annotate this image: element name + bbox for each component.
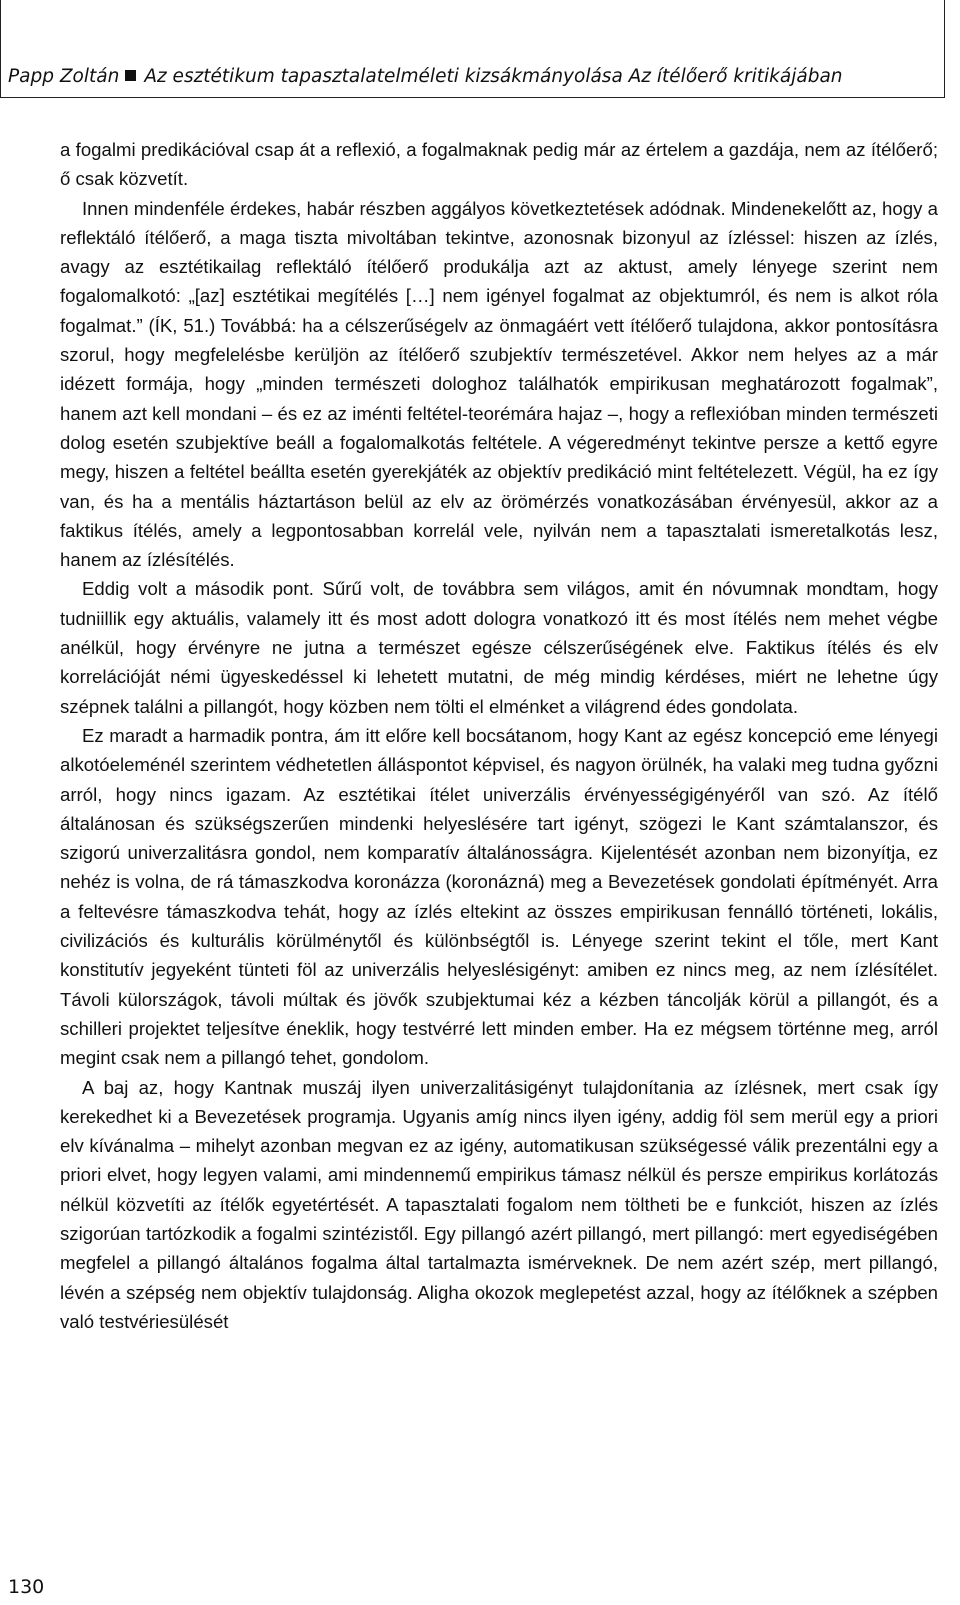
paragraph-3: Eddig volt a második pont. Sűrű volt, de továbbra sem világos, amit én nóvumnak mondtam, hogy tudniillik egy aktuális, valamely itt és most adott dologra vonatkozó itt és most ítélés nem mehet végbe anélkül, hogy érvényre ne jutna a természet egésze célszerűségének elve. Faktikus ítélés és elv korrelációját némi ügyeskedéssel ki lehetett mutatni, de még mindig kérdéses, miért ne lehetne úgy szépnek találni a pillangót, hogy közben nem tölti el elménket a világrend édes gondolata. [60,578,938,717]
paragraph-4: Ez maradt a harmadik pontra, ám itt előre kell bocsátanom, hogy Kant az egész koncepció eme lényegi alkotóeleménél szerintem védhetetlen álláspontot képvisel, és nagyon örülnék, ha valaki meg tudna győzni arról, hogy nincs igazam. Az esztétikai ítélet univerzális érvényességigényéről van szó. Az ítélő általánosan és szükségszerűen mindenki helyeslésére tart igényt, szögezi le Kant számtalanszor, és szigorú univerzalitásra gondol, nem komparatív általánosságra. Kijelentését azonban nem bizonyítja, ez nehéz is volna, de rá támaszkodva koronázza (koronázná) meg a Bevezetések gondolati építményét. Arra a feltevésre támaszkodva tehát, hogy az ízlés eltekint az összes empirikusan fennálló történeti, lokális, civilizációs és kulturális körülménytől és különbségtől is. Lényege szerint tekint el tőle, mert Kant konstitutív jegyeként tünteti föl az univerzális helyeslésigényt: amiben ez nincs meg, az nem ízlésítélet. Távoli külországok, távoli múltak és jövők szubjektumai kéz a kézben táncolják körül a pillangót, és a schilleri projektet teljesítve éneklik, hogy testvérré lett minden ember. Ha ez mégsem történne meg, arról megint csak nem a pillangó tehet, gondolom. [60,724,938,1069]
running-head-title: Az esztétikum tapasztalatelméleti kizsákmányolása Az ítélőerő kritikájában [144,66,843,87]
running-head [8,66,843,87]
paragraph-1: a fogalmi predikációval csap át a reflexió, a fogalmaknak pedig már az értelem a gazdája, nem az ítélőerő; ő csak közvetít. [60,139,938,190]
paragraph-5: A baj az, hogy Kantnak muszáj ilyen univerzalitásigényt tulajdonítania az ízlésnek, mert csak így kerekedhet ki a Bevezetések programja. Ugyanis amíg nincs ilyen igény, addig föl sem merül egy a priori elv kívánalma – mihelyt azonban megvan ez az igény, automatikusan szükségessé válik prezentálni egy a priori elvet, hogy legyen valami, ami mindennemű empirikus támasz nélkül és persze empirikus korlátozás nélkül közvetíti az ítélők egyetértését. A tapasztalati fogalom nem töltheti be e funkciót, hiszen az ízlés szigorúan tartózkodik a fogalmi szintézistől. Egy pillangó azért pillangó, mert pillangó: mert egyediségében megfelel a pillangó általános fogalma által tartalmazta ismérveknek. De nem azért szép, mert pillangó, lévén a szépség nem objektív tulajdonság. Aligha okozok meglepetést azzal, hogy az ítélőknek a szépben való testvériesülését [60,1076,938,1332]
frame-line-left [0,0,1,98]
page-number: 130 [8,1576,45,1598]
frame-line-bottom [0,97,945,98]
paragraph-2: Innen mindenféle érdekes, habár részben aggályos következtetések adódnak. Mindenekelőtt az, hogy a reflektáló ítélőerő, a maga tiszta mivoltában tekintve, azonosnak bizonyul az ízléssel: hiszen az ízlés, avagy az esztétikailag reflektáló ítélőerő produkálja azt az aktust, amely lényege szerint nem fogalomalkotó: „[az] esztétikai megítélés […] nem igényel fogalmat az objektumról, és nem is alkot róla fogalmat.” (ÍK, 51.) Továbbá: ha a célszerűségelv az önmagáért vett ítélőerő tulajdona, akkor pontosításra szorul, hogy megfelelésbe kerüljön az ítélőerő szubjektív természetével. Akkor nem helyes az a már idézett formája, hogy „minden természeti dologhoz találhatók empirikusan meghatározott fogalmak”, hanem azt kell mondani – és ez az iménti feltétel-teorémára hajaz –, hogy a reflexióban minden természeti dolog esetén szubjektíve beáll a fogalomalkotás feltétele. A végeredményt tekintve persze a kettő egyre megy, hiszen a feltétel beállta esetén gyerekjáték az objektív predikáció mint feltételezett. Végül, ha ez így van, és ha a mentális háztartáson belül az elv az örömérzés vonatkozásában érvényesül, akkor az a faktikus ítélés, amely a legpontosabban korrelál vele, nyilván nem a tapasztalati ismeretalkotás lesz, hanem az ízlésítélés. [60,197,938,571]
separator-square-icon [125,70,136,81]
running-head-author: Papp Zoltán [8,66,120,87]
body-text [60,135,938,1336]
frame-line-right [944,0,945,98]
